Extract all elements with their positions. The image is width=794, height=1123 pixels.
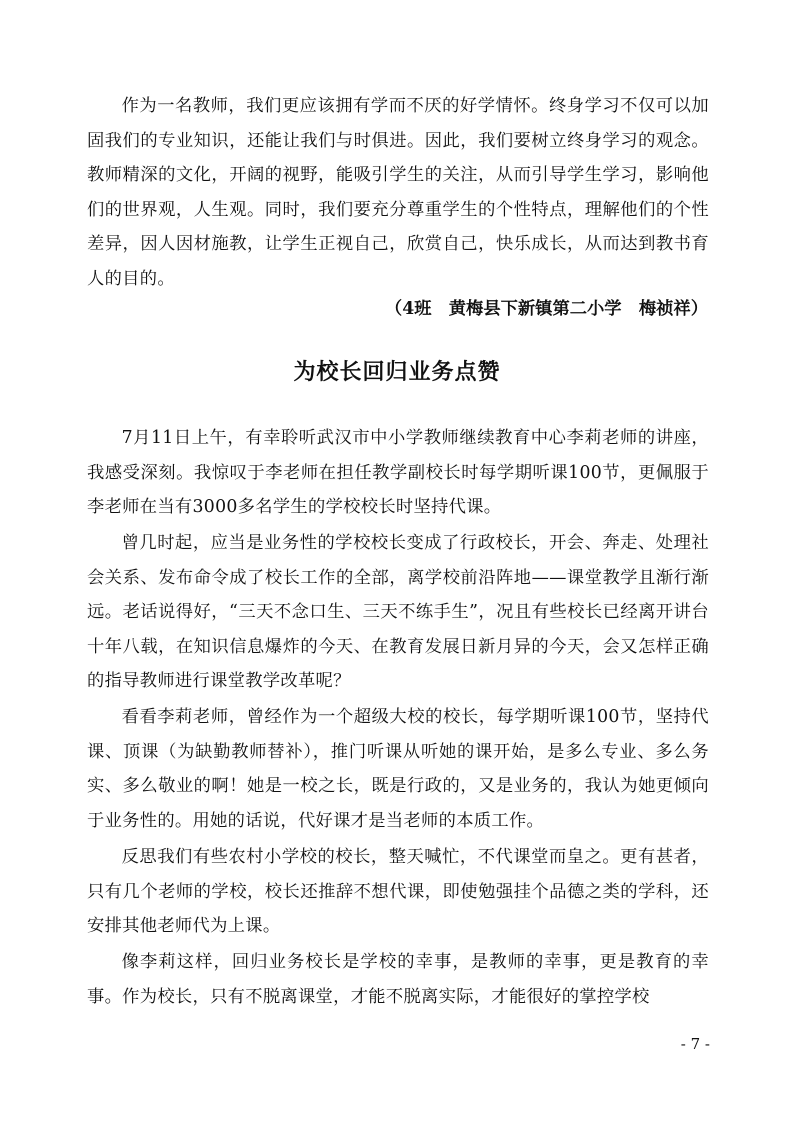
article2-paragraph-1: 7月11日上午，有幸聆听武汉市中小学教师继续教育中心李莉老师的讲座，我感受深刻。我惊叹于李老师在担任教学副校长时每学期听课100节，更佩服于李老师在当有3000多名学生的学校校长时坚持代课。 xyxy=(87,428,709,517)
article1-paragraph: 作为一名教师，我们更应该拥有学而不厌的好学情怀。终身学习不仅可以加固我们的专业知识，还能让我们与时俱进。因此，我们要树立终身学习的观念。教师精深的文化，开阔的视野，能吸引学生的关注，从而引导学生学习，影响他们的世界观，人生观。同时，我们要充分尊重学生的个性特点，理解他们的个性差异，因人因材施教，让学生正视自己，欣赏自己，快乐成长，从而达到教书育人的目的。 xyxy=(87,96,709,289)
page-number: - 7 - xyxy=(680,1035,710,1053)
article2-title: 为校长回归业务点赞 xyxy=(293,360,501,385)
article2-paragraph-5: 像李莉这样，回归业务校长是学校的幸事，是教师的幸事，更是教育的幸事。作为校长，只有不脱离课堂，才能不脱离实际，才能很好的掌控学校 xyxy=(87,952,709,1007)
article2-paragraph-4: 反思我们有些农村小学校的校长，整天喊忙，不代课堂而皇之。更有甚者，只有几个老师的学校，校长还推辞不想代课，即使勉强挂个品德之类的学科，还安排其他老师代为上课。 xyxy=(87,847,709,936)
article1-signature: （4班 黄梅县下新镇第二小学 梅祯祥） xyxy=(384,299,708,319)
article2-paragraph-2: 曾几时起，应当是业务性的学校校长变成了行政校长，开会、奔走、处理社会关系、发布命令成了校长工作的全部，离学校前沿阵地——课堂教学且渐行渐远。老话说得好，“三天不念口生、三天不练手生”，况且有些校长已经离开讲台十年八载，在知识信息爆炸的今天、在教育发展日新月异的今天，会又怎样正确的指导教师进行课堂教学改革呢？ xyxy=(87,533,709,691)
article2-paragraph-3: 看看李莉老师，曾经作为一个超级大校的校长，每学期听课100节，坚持代课、顶课（为缺勤教师替补），推门听课从听她的课开始，是多么专业、多么务实、多么敬业的啊！她是一校之长，既是行政的，又是业务的，我认为她更倾向于业务性的。用她的话说，代好课才是当老师的本质工作。 xyxy=(87,707,709,831)
